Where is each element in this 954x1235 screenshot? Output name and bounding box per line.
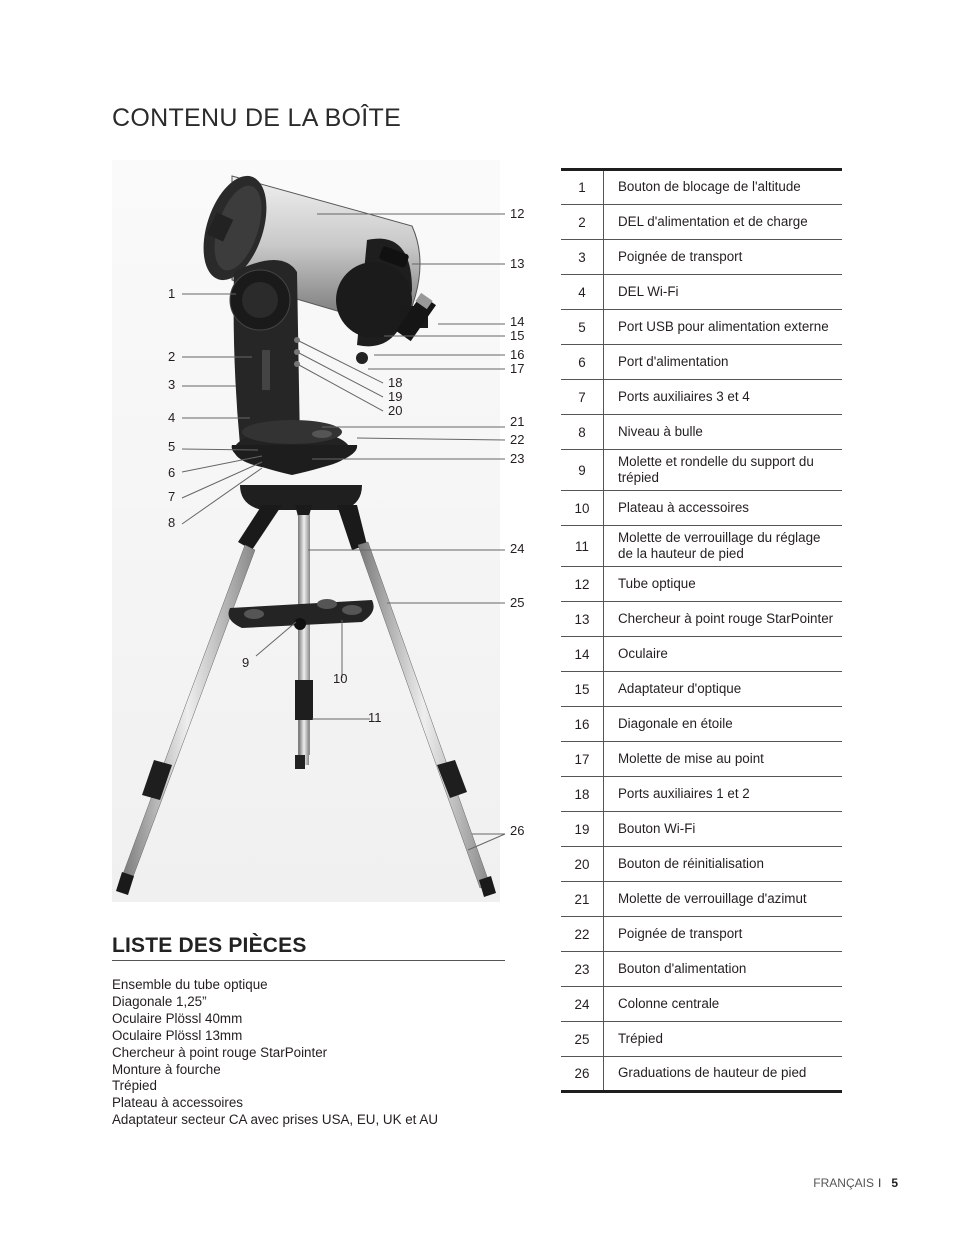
callout-19: 19 (388, 389, 403, 404)
table-cell-description: Oculaire (604, 637, 843, 672)
table-cell-number: 17 (561, 742, 604, 777)
table-cell-number: 9 (561, 450, 604, 491)
list-item: Chercheur à point rouge StarPointer (112, 1044, 328, 1060)
table-row (561, 380, 842, 415)
list-item: Oculaire Plössl 40mm (112, 1010, 243, 1026)
list-item: Plateau à accessoires (112, 1095, 244, 1111)
callout-5: 5 (168, 439, 176, 454)
parts-list (112, 977, 438, 1129)
callout-2: 2 (168, 349, 176, 364)
list-item: Trépied (112, 1078, 157, 1094)
table-cell-number: 6 (561, 345, 604, 380)
table-row (561, 637, 842, 672)
callout-17: 17 (510, 361, 525, 376)
table-row (561, 882, 842, 917)
telescope-illustration (112, 160, 532, 905)
table-cell-description: Bouton d'alimentation (604, 952, 843, 987)
table-cell-description: Port USB pour alimentation externe (604, 310, 843, 345)
table-row (561, 345, 842, 380)
table-row (561, 275, 842, 310)
table-cell-number: 10 (561, 491, 604, 526)
callout-1: 1 (168, 286, 176, 301)
table-row (561, 415, 842, 450)
table-cell-number: 24 (561, 987, 604, 1022)
table-cell-description: Niveau à bulle (604, 415, 843, 450)
list-item: Ensemble du tube optique (112, 977, 268, 992)
table-row (561, 987, 842, 1022)
table-cell-number: 23 (561, 952, 604, 987)
list-item: Adaptateur secteur CA avec prises USA, EU, UK et AU (112, 1112, 438, 1128)
table-cell-number: 19 (561, 812, 604, 847)
table-row (561, 450, 842, 491)
table-cell-description: Ports auxiliaires 3 et 4 (604, 380, 843, 415)
callout-21: 21 (510, 414, 525, 429)
table-row (561, 526, 842, 567)
table-cell-description: Ports auxiliaires 1 et 2 (604, 777, 843, 812)
table-cell-description: Chercheur à point rouge StarPointer (604, 602, 843, 637)
callout-25: 25 (510, 595, 525, 610)
table-row (561, 170, 842, 205)
table-cell-number: 16 (561, 707, 604, 742)
table-cell-description: Colonne centrale (604, 987, 843, 1022)
page-number: 5 (891, 1176, 898, 1190)
callout-18: 18 (388, 375, 403, 390)
table-cell-description: Diagonale en étoile (604, 707, 843, 742)
callout-22: 22 (510, 432, 525, 447)
table-cell-number: 12 (561, 567, 604, 602)
page-footer (813, 1176, 898, 1190)
table-cell-number: 8 (561, 415, 604, 450)
table-cell-description: Molette de verrouillage du réglage de la hauteur de pied (604, 526, 843, 567)
page-title: CONTENU DE LA BOÎTE (112, 104, 402, 132)
callout-4: 4 (168, 410, 176, 425)
table-row (561, 672, 842, 707)
table-cell-number: 20 (561, 847, 604, 882)
table-cell-description: Plateau à accessoires (604, 491, 843, 526)
table-row (561, 777, 842, 812)
table-cell-number: 7 (561, 380, 604, 415)
table-cell-description: Bouton de réinitialisation (604, 847, 843, 882)
table-cell-description: Graduations de hauteur de pied (618, 1065, 807, 1081)
callout-20: 20 (388, 403, 403, 418)
callout-11: 11 (368, 710, 382, 725)
table-row (561, 240, 842, 275)
table-row (561, 310, 842, 345)
table-cell-number: 2 (561, 205, 604, 240)
table-row (561, 491, 842, 526)
list-item: Diagonale 1,25” (112, 993, 207, 1009)
table-cell-description: Poignée de transport (604, 917, 843, 952)
table-row (561, 847, 842, 882)
table-cell-number: 18 (561, 777, 604, 812)
table-cell-number: 26 (561, 1057, 604, 1092)
callout-8: 8 (168, 515, 176, 530)
table-cell-number: 14 (561, 637, 604, 672)
table-cell-description: Bouton de blocage de l'altitude (604, 170, 843, 205)
table-cell-number: 25 (561, 1022, 604, 1057)
table-row (561, 812, 842, 847)
callout-12: 12 (510, 206, 525, 221)
table-cell-description: DEL Wi-Fi (604, 275, 843, 310)
table-row (561, 602, 842, 637)
table-row (561, 917, 842, 952)
table-cell-number: 3 (561, 240, 604, 275)
table-cell-description: Molette de mise au point (604, 742, 843, 777)
table-cell-number: 4 (561, 275, 604, 310)
list-item: Monture à fourche (112, 1061, 221, 1077)
table-cell-description: Adaptateur d'optique (604, 672, 843, 707)
callout-9: 9 (242, 655, 250, 670)
callout-16: 16 (510, 347, 525, 362)
parts-list-heading: LISTE DES PIÈCES (112, 934, 505, 961)
table-cell-description: Poignée de transport (604, 240, 843, 275)
table-cell-number: 13 (561, 602, 604, 637)
table-row (561, 742, 842, 777)
footer-language: FRANÇAIS (813, 1176, 874, 1190)
table-cell-description: Molette de verrouillage d'azimut (604, 882, 843, 917)
table-row (561, 1057, 842, 1092)
callout-3: 3 (168, 377, 176, 392)
callout-23: 23 (510, 451, 525, 466)
table-row (561, 952, 842, 987)
footer-separator: I (877, 1176, 882, 1190)
table-cell-description: Tube optique (604, 567, 843, 602)
callout-26: 26 (510, 823, 525, 838)
parts-table (561, 168, 842, 1093)
table-row (561, 1022, 842, 1057)
table-cell-description: Port d'alimentation (604, 345, 843, 380)
telescope-figure (112, 160, 532, 905)
table-row (561, 707, 842, 742)
table-cell-number: 1 (561, 170, 604, 205)
table-cell-description: DEL d'alimentation et de charge (604, 205, 843, 240)
callout-10: 10 (333, 671, 348, 686)
list-item: Oculaire Plössl 13mm (112, 1027, 243, 1043)
callout-15: 15 (510, 328, 525, 343)
table-cell-number: 21 (561, 882, 604, 917)
table-cell-number: 22 (561, 917, 604, 952)
callout-6: 6 (168, 465, 176, 480)
callout-13: 13 (510, 256, 525, 271)
table-row (561, 205, 842, 240)
table-cell-number: 5 (561, 310, 604, 345)
table-cell-number: 11 (561, 526, 604, 567)
fork-arm (230, 260, 300, 445)
callout-7: 7 (168, 489, 176, 504)
table-row (561, 567, 842, 602)
callout-24: 24 (510, 541, 525, 556)
table-cell-description: Molette et rondelle du support du trépied (604, 450, 843, 491)
table-cell-description: Trépied (604, 1022, 843, 1057)
table-cell-number: 15 (561, 672, 604, 707)
table-cell-description: Bouton Wi-Fi (604, 812, 843, 847)
callout-14: 14 (510, 314, 525, 329)
